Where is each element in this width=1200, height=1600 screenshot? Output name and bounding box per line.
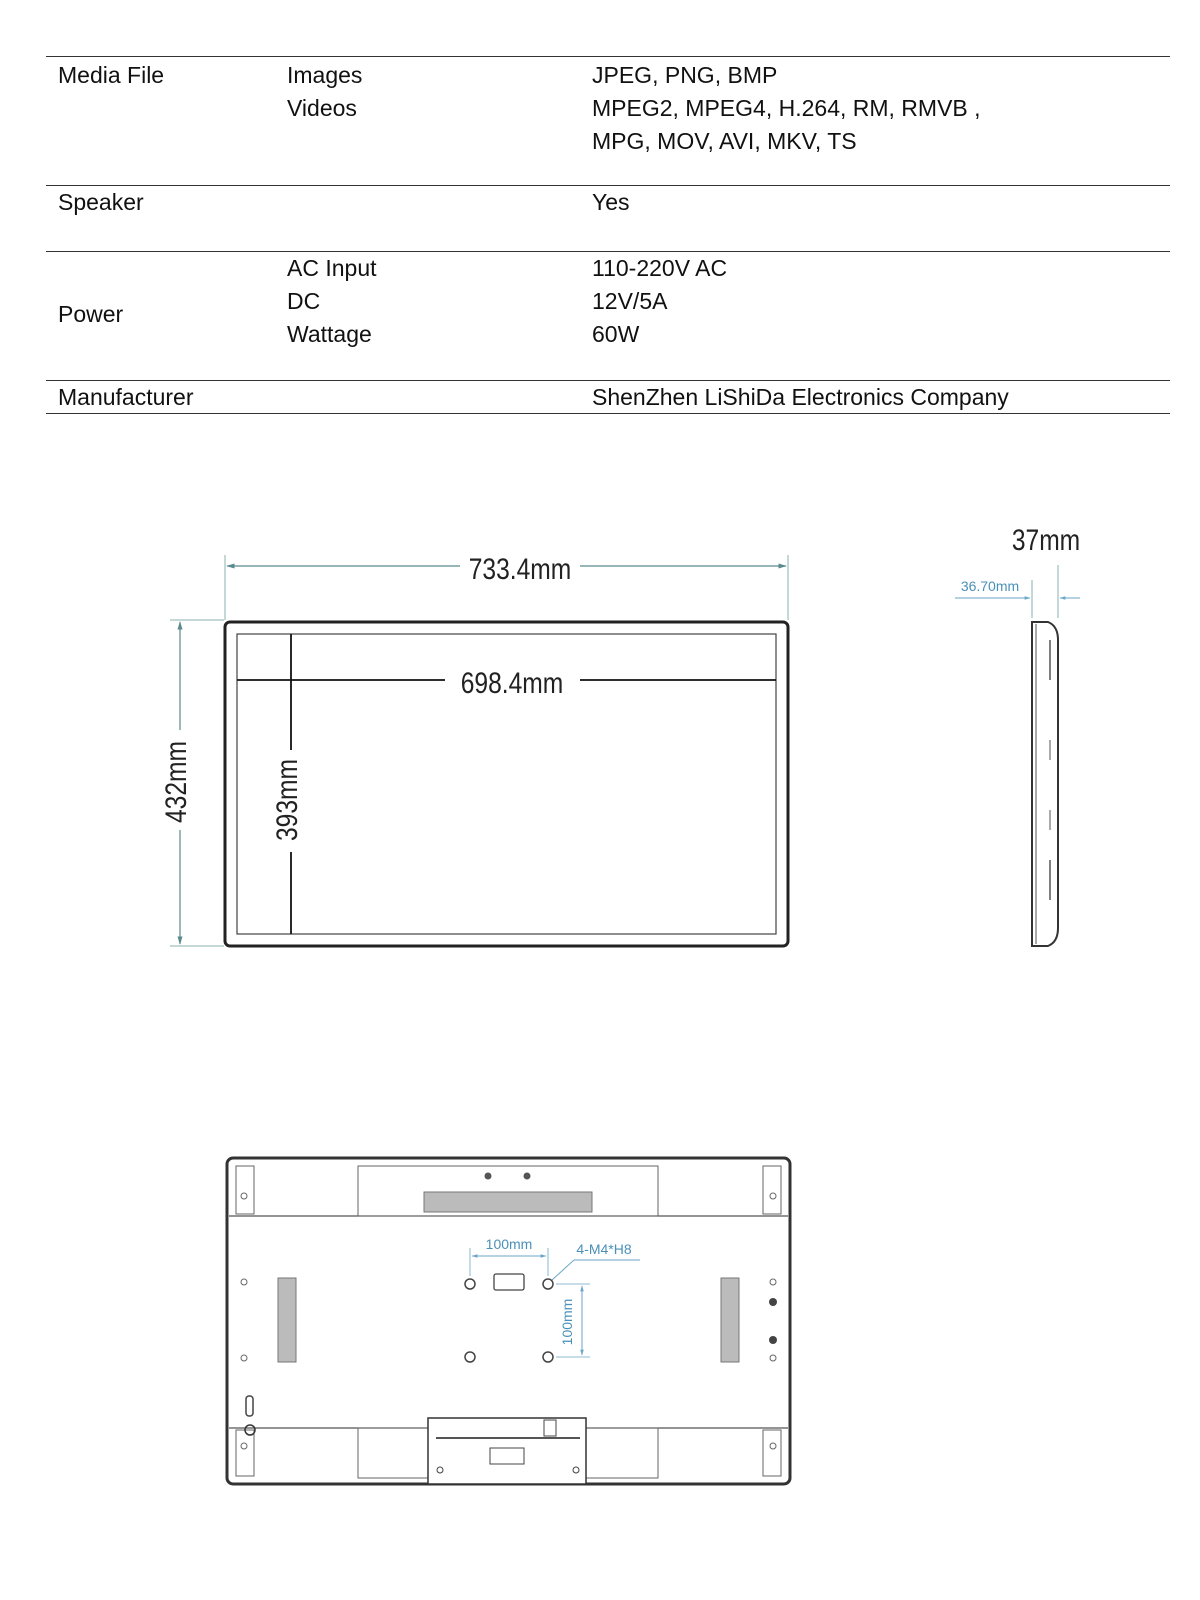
dim-width-screen: 698.4mm: [460, 665, 564, 700]
spec-value-dc: 12V/5A: [592, 288, 668, 314]
spec-value-wattage: 60W: [592, 321, 640, 347]
spec-sub-dc: DC: [287, 288, 321, 314]
vesa-hole: [465, 1352, 475, 1362]
dim-depth: 37mm: [1011, 522, 1081, 557]
dim-vesa-v: 100mm: [559, 1298, 575, 1346]
vesa-hole: [543, 1352, 553, 1362]
spec-value: Yes: [592, 189, 630, 215]
spec-sub-ac: AC Input: [287, 255, 377, 281]
left-vent: [278, 1278, 296, 1362]
vesa-hole: [465, 1279, 475, 1289]
dim-vesa-h: 100mm: [485, 1236, 533, 1252]
spec-label: Speaker: [58, 189, 144, 215]
spec-value-videos-2: MPG, MOV, AVI, MKV, TS: [592, 128, 857, 154]
spec-sub-images: Images: [287, 62, 363, 88]
dim-screw: 4-M4*H8: [576, 1241, 632, 1257]
dim-height-outer: 432mm: [158, 740, 193, 824]
spec-label: Manufacturer: [58, 384, 194, 410]
spec-value-images: JPEG, PNG, BMP: [592, 62, 778, 88]
back-view: [227, 1158, 790, 1484]
spec-value-ac: 110-220V AC: [592, 255, 728, 281]
right-vent: [721, 1278, 739, 1362]
spec-sub-wattage: Wattage: [287, 321, 372, 347]
spec-value: ShenZhen LiShiDa Electronics Company: [592, 384, 1009, 410]
side-view: [955, 523, 1080, 946]
vesa-hole: [543, 1279, 553, 1289]
spec-label: Media File: [58, 62, 165, 88]
spec-label: Power: [58, 301, 124, 327]
top-vent: [424, 1192, 592, 1212]
dim-width-outer: 733.4mm: [468, 551, 572, 586]
dim-height-screen: 393mm: [269, 758, 304, 842]
io-panel: [428, 1418, 586, 1484]
spec-value-videos-1: MPEG2, MPEG4, H.264, RM, RMVB ,: [592, 95, 981, 121]
spec-sub-videos: Videos: [287, 95, 357, 121]
dim-depth-inner: 36.70mm: [960, 578, 1020, 594]
front-view: [158, 552, 788, 946]
